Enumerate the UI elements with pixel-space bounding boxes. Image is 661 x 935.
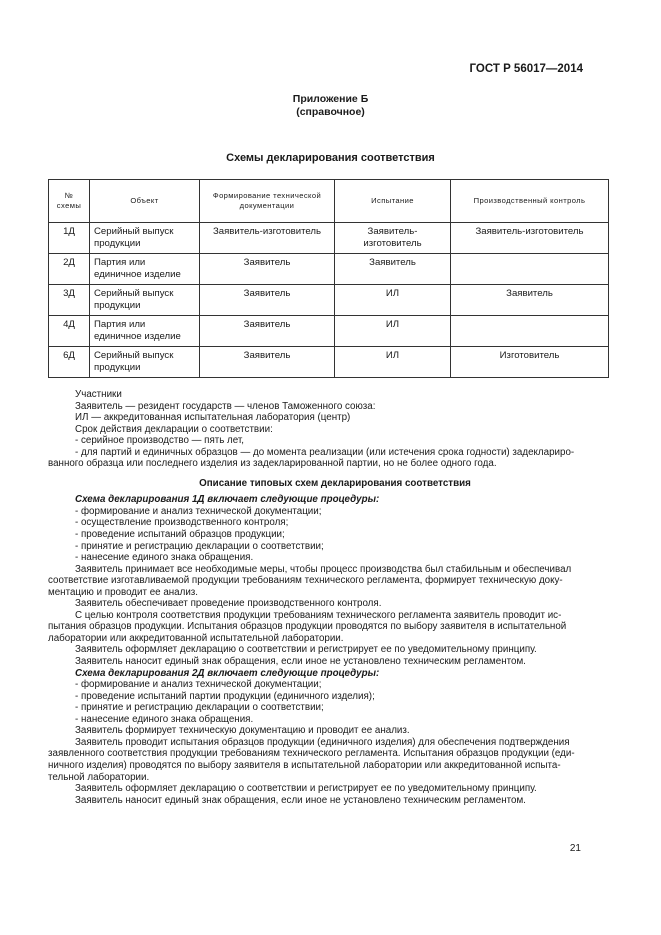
cell-testing: ИЛ bbox=[335, 347, 451, 378]
cell-scheme: 6Д bbox=[49, 347, 90, 378]
table-row bbox=[49, 347, 609, 378]
scheme-2d-p2: заявленного соответствия продукции требованиям технического регламента. Испытания образцов продукции (еди- bbox=[48, 748, 575, 760]
cell-testing: Заявитель bbox=[335, 254, 451, 285]
cell-control: Заявитель-изготовитель bbox=[451, 223, 609, 254]
cell-tech-docs: Заявитель bbox=[200, 316, 335, 347]
table-row bbox=[49, 316, 609, 347]
header-production-control: Производственный контроль bbox=[451, 180, 609, 223]
scheme-1d-p3: С целью контроля соответствия продукции требованиям технического регламента заявитель проводит ис- bbox=[75, 609, 562, 621]
scheme-1d-item: - принятие и регистрацию декларации о соответствии; bbox=[75, 540, 324, 552]
cell-object: Партия или единичное изделие bbox=[90, 316, 200, 347]
scheme-1d-item: - нанесение единого знака обращения. bbox=[75, 552, 254, 564]
description-title: Описание типовых схем декларирования соответствия bbox=[199, 477, 471, 489]
cell-control: Изготовитель bbox=[451, 347, 609, 378]
notes-term: Срок действия декларации о соответствии: bbox=[75, 423, 273, 435]
scheme-2d-item: - проведение испытаний партии продукции (единичного изделия); bbox=[75, 690, 375, 702]
scheme-1d-heading: Схема декларирования 1Д включает следующие процедуры: bbox=[75, 494, 380, 506]
cell-tech-docs: Заявитель bbox=[200, 347, 335, 378]
scheme-2d-p2: Заявитель проводит испытания образцов продукции (единичного изделия) для обеспечения подтверждения bbox=[75, 736, 570, 748]
notes-applicant: Заявитель — резидент государств — членов Таможенного союза: bbox=[75, 400, 376, 412]
body-text bbox=[48, 389, 595, 806]
document-header: ГОСТ Р 56017—2014 bbox=[469, 63, 583, 75]
cell-testing: Заявитель-изготовитель bbox=[335, 223, 451, 254]
header-scheme-no: № схемы bbox=[49, 180, 90, 223]
cell-tech-docs: Заявитель bbox=[200, 285, 335, 316]
table-row bbox=[49, 254, 609, 285]
schemes-table bbox=[48, 179, 609, 378]
cell-object: Серийный выпуск продукции bbox=[90, 223, 200, 254]
cell-scheme: 1Д bbox=[49, 223, 90, 254]
scheme-2d-p2: тельной лаборатории. bbox=[48, 771, 150, 783]
scheme-1d-p1: ментацию и проводит ее анализ. bbox=[48, 586, 199, 598]
cell-object: Серийный выпуск продукции bbox=[90, 347, 200, 378]
cell-scheme: 3Д bbox=[49, 285, 90, 316]
header-object: Объект bbox=[90, 180, 200, 223]
cell-tech-docs: Заявитель bbox=[200, 254, 335, 285]
scheme-2d-item: - принятие и регистрацию декларации о соответствии; bbox=[75, 702, 324, 714]
page-number: 21 bbox=[569, 843, 581, 854]
notes-participants: Участники bbox=[75, 389, 122, 400]
scheme-1d-p2: Заявитель обеспечивает проведение производственного контроля. bbox=[75, 598, 382, 610]
header-tech-docs: Формирование технической документации bbox=[200, 180, 335, 223]
schemes-title: Схемы декларирования соответствия bbox=[226, 152, 435, 164]
table-row bbox=[49, 285, 609, 316]
cell-object: Партия или единичное изделие bbox=[90, 254, 200, 285]
scheme-1d-p3: пытания образцов продукции. Испытания образцов продукции проводятся по выбору заявителя в испытательной bbox=[48, 621, 567, 633]
scheme-1d-p1: соответствие изготавливаемой продукции требованиям технического регламента, формирует техническую доку- bbox=[48, 575, 563, 587]
appendix-subtitle: (справочное) bbox=[296, 106, 365, 118]
cell-testing: ИЛ bbox=[335, 316, 451, 347]
cell-scheme: 2Д bbox=[49, 254, 90, 285]
scheme-2d-item: - формирование и анализ технической документации; bbox=[75, 679, 322, 691]
scheme-1d-p1: Заявитель принимает все необходимые меры, чтобы процесс производства был стабильным и обеспечивал bbox=[75, 563, 572, 575]
notes-il: ИЛ — аккредитованная испытательная лаборатория (центр) bbox=[75, 412, 351, 424]
notes-serial: - серийное производство — пять лет, bbox=[75, 435, 245, 447]
notes-batch-line2: ванного образца или последнего изделия из задекларированной партии, но не более одного года. bbox=[48, 458, 497, 470]
cell-control bbox=[451, 254, 609, 285]
notes-batch-line1: - для партий и единичных образцов — до момента реализации (или истечения срока годности) задеклариро- bbox=[75, 446, 575, 458]
scheme-2d-p2: ничного изделия) проводятся по выбору заявителя в испытательной лаборатории или аккредитованной испыта- bbox=[48, 759, 561, 771]
cell-control bbox=[451, 316, 609, 347]
scheme-1d-item: - осуществление производственного контроля; bbox=[75, 517, 289, 529]
header-testing: Испытание bbox=[335, 180, 451, 223]
scheme-2d-heading: Схема декларирования 2Д включает следующие процедуры: bbox=[75, 667, 380, 679]
scheme-1d-item: - формирование и анализ технической документации; bbox=[75, 505, 322, 517]
cell-tech-docs: Заявитель-изготовитель bbox=[200, 223, 335, 254]
cell-object: Серийный выпуск продукции bbox=[90, 285, 200, 316]
cell-testing: ИЛ bbox=[335, 285, 451, 316]
table-header-row bbox=[49, 180, 609, 223]
scheme-2d-p1: Заявитель формирует техническую документацию и проводит ее анализ. bbox=[75, 725, 410, 737]
scheme-1d-p4: Заявитель оформляет декларацию о соответствии и регистрирует ее по уведомительному принципу. bbox=[75, 644, 537, 656]
scheme-1d-p5: Заявитель наносит единый знак обращения, если иное не установлено техническим регламентом. bbox=[75, 656, 526, 668]
scheme-1d-p3: лаборатории или аккредитованной испытательной лаборатории. bbox=[48, 632, 344, 644]
cell-scheme: 4Д bbox=[49, 316, 90, 347]
scheme-2d-p4: Заявитель наносит единый знак обращения, если иное не установлено техническим регламентом. bbox=[75, 794, 526, 806]
appendix-title: Приложение Б bbox=[292, 93, 369, 105]
table-row bbox=[49, 223, 609, 254]
appendix-heading bbox=[0, 93, 661, 119]
cell-control: Заявитель bbox=[451, 285, 609, 316]
scheme-1d-item: - проведение испытаний образцов продукции; bbox=[75, 529, 285, 541]
scheme-2d-p3: Заявитель оформляет декларацию о соответствии и регистрирует ее по уведомительному принципу. bbox=[75, 783, 537, 795]
scheme-2d-item: - нанесение единого знака обращения. bbox=[75, 713, 254, 725]
